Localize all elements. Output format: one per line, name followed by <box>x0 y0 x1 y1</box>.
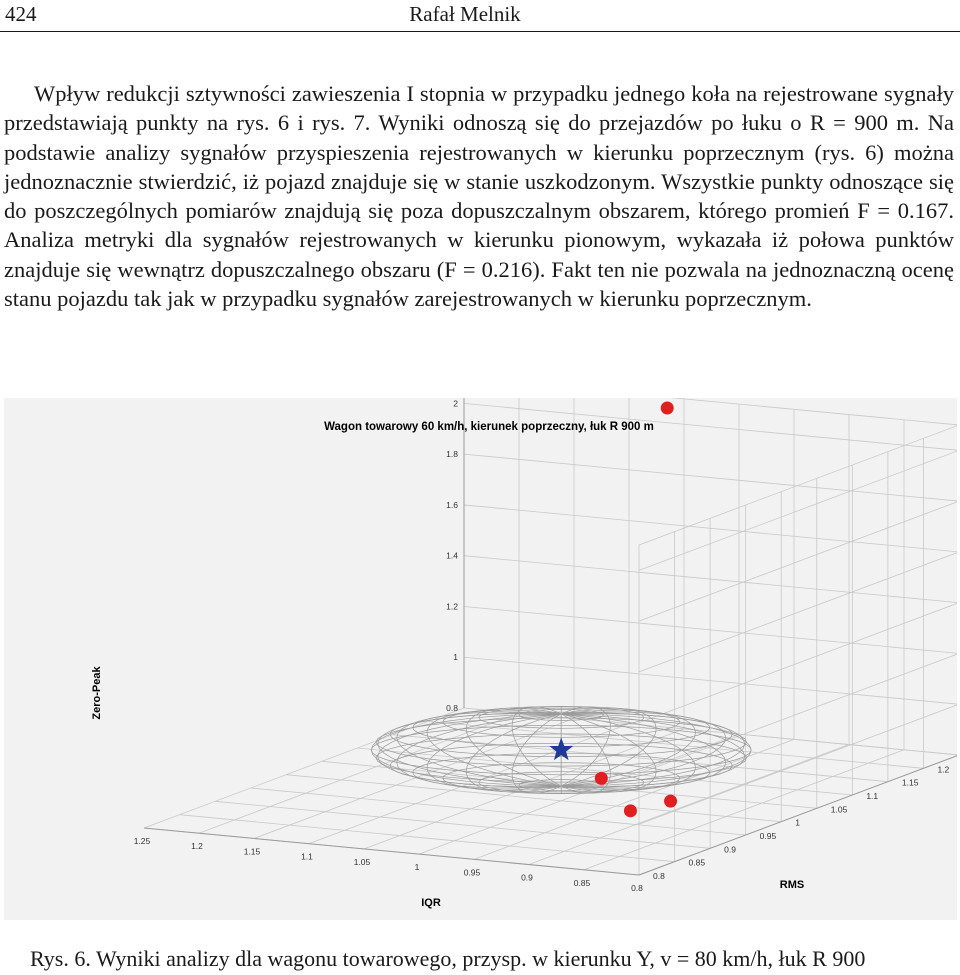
z-tick-label: 0.8 <box>446 703 458 713</box>
chart-title: Wagon towarowy 60 km/h, kierunek poprzeczny, łuk R 900 m <box>324 421 654 433</box>
z-tick-label: 1.4 <box>446 550 458 561</box>
x-tick-label: 1.1 <box>301 851 313 862</box>
y-tick-label: 0.85 <box>688 857 706 868</box>
data-point <box>661 401 674 414</box>
body-paragraph <box>4 79 954 313</box>
x-tick-label: 0.8 <box>631 883 643 893</box>
x-tick-label: 0.9 <box>521 872 533 883</box>
x-tick-label: 0.85 <box>573 877 591 888</box>
back-wall-grid-line <box>639 425 957 545</box>
left-wall-grid-line <box>464 454 957 501</box>
y-tick-label: 1.15 <box>901 777 919 788</box>
x-tick-label: 1.05 <box>353 856 371 867</box>
z-tick-label: 2 <box>453 398 458 409</box>
body-paragraph-text: Wpływ redukcji sztywności zawieszenia I stopnia w przypadku jednego koła na rejestrowane sygnały przedstawiają punkty na rys. 6 i rys. 7. Wyniki odnoszą się do przejazdów po łuku o R = 900 m. Na podstawie analizy sygnałów przyspieszenia rejestrowanych w kierunku poprzecznym (rys. 6) można jednoznacznie stwierdzić, iż pojazd znajduje się w stanie uszkodzonym. Wszystkie punkty odnoszące się do poszczególnych pomiarów znajdują się poza dopuszczalnym obszarem, którego promień F = 0.167. Analiza metryki dla sygnałów rejestrowanych w kierunku pionowym, wykazała iż połowa punktów znajduje się wewnątrz dopuszczalnego obszaru (F = 0.216). Fakt ten nie pozwala na jednoznaczną ocenę stanu pojazdu tak jak w przypadku sygnałów zarejestrowanych w kierunku poprzecznym. <box>4 81 954 312</box>
figure-caption: Rys. 6. Wyniki analizy dla wagonu towarowego, przysp. w kierunku Y, v = 80 km/h, łuk R 900 <box>30 946 866 971</box>
back-wall-grid-line <box>639 603 957 723</box>
y-axis-label: RMS <box>779 879 805 891</box>
z-tick-label: 1.2 <box>446 601 458 612</box>
data-point <box>595 772 608 785</box>
header-rule <box>0 31 960 32</box>
running-head-author: Rafał Melnik <box>409 2 521 26</box>
x-tick-label: 1.25 <box>133 836 151 846</box>
data-point <box>664 795 677 808</box>
x-tick-label: 1 <box>414 862 420 873</box>
x-tick-label: 1.2 <box>191 841 203 852</box>
x-tick-label: 1.15 <box>243 846 261 857</box>
y-tick-label: 0.95 <box>759 831 777 841</box>
data-point <box>624 804 637 817</box>
y-tick-label: 1.05 <box>830 804 848 815</box>
z-axis-label: Zero-Peak <box>91 666 103 720</box>
scatter-3d-plot <box>4 398 957 920</box>
back-wall-grid-line <box>639 501 957 621</box>
back-wall-grid-line <box>639 653 957 773</box>
back-wall-grid-line <box>639 552 957 672</box>
y-tick-label: 1.1 <box>866 791 879 801</box>
back-wall-grid-line <box>639 450 957 570</box>
y-tick-label: 0.9 <box>724 844 736 855</box>
x-tick-label: 0.95 <box>463 867 481 878</box>
figure-3d-scatter <box>4 398 957 920</box>
page-header <box>0 0 960 30</box>
ellipsoid-meridian-line <box>561 714 751 786</box>
y-tick-label: 1 <box>795 817 800 828</box>
y-tick-label: 0.8 <box>653 871 665 881</box>
x-axis-label: IQR <box>421 897 441 909</box>
z-tick-label: 1.8 <box>446 449 458 460</box>
z-tick-label: 1 <box>453 652 458 663</box>
page-number: 424 <box>5 2 37 26</box>
y-tick-label: 1.2 <box>937 764 950 775</box>
z-tick-label: 1.6 <box>446 499 458 510</box>
